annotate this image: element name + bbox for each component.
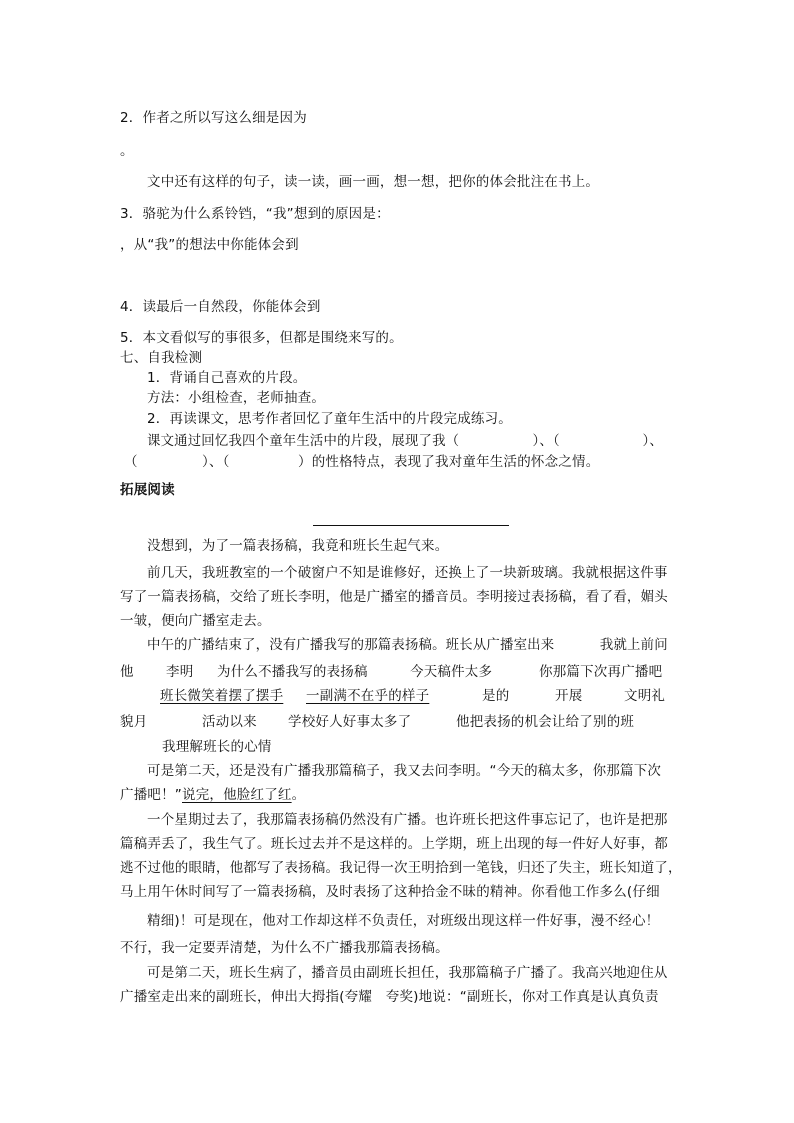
- p3-line2-seg-0: 他: [120, 664, 134, 680]
- paragraph-2-line-3: 一皱，便向广播室走去。: [120, 613, 271, 629]
- paragraph-5-line-5: 精细)！可是现在，他对工作却这样不负责任，对班级出现这样一件好事，漫不经心！: [147, 913, 660, 929]
- p3-line4-seg-1: 活动以来: [202, 714, 257, 730]
- p3-line4-seg-0: 貌月: [120, 714, 148, 730]
- self-check-method: 方法：小组检查，老师抽查。: [147, 390, 326, 406]
- p3-line3-seg-1: 开展: [555, 688, 583, 704]
- p4-line2-part-a: 广播吧！”: [120, 787, 182, 803]
- p3-line4-seg-2: 学校好人好事太多了: [288, 714, 412, 730]
- p3-line1-part-a: 中午的广播结束了，没有广播我写的那篇表扬稿。班长从广播室出来: [147, 637, 555, 653]
- paragraph-2-line-2: 写了一篇表扬稿，交给了班长李明，他是广播室的播音员。李明接过表扬稿，看了看，媚头: [120, 589, 668, 605]
- p3-line3-seg-0: 是的: [482, 688, 510, 704]
- paragraph-5-line-4: 马上用午休时间写了一篇表扬稿，及时表扬了这种拾金不昧的精神。你看他工作多么(仔细: [120, 884, 660, 900]
- p3-line2-seg-4: 你那篇下次再广播吧: [539, 664, 663, 680]
- p3-line4-seg-3: 他把表扬的机会让给了别的班: [456, 714, 635, 730]
- p3-line2-seg-2: 为什么不播我写的表扬稿: [217, 664, 368, 680]
- fill-text-e: ）、（: [202, 454, 230, 470]
- title-blank-line: [313, 525, 509, 526]
- paragraph-5-line-6: 不行，我一定要弄清楚，为什么不广播我那篇表扬稿。: [120, 940, 449, 956]
- fill-text-d: （: [124, 454, 138, 470]
- paragraph-1: 没想到，为了一篇表扬稿，我竟和班长生起气来。: [147, 538, 449, 554]
- paragraph-6-line-1: 可是第二天，班长生病了，播音员由副班长担任，我那篇稿子广播了。我高兴地迎住从: [147, 965, 668, 981]
- self-check-item-1: 1．背诵自己喜欢的片段。: [147, 370, 307, 386]
- paragraph-4-line-1: 可是第二天，还是没有广播我那篇稿子，我又去问李明。“今天的稿太多，你那篇下次: [147, 763, 662, 779]
- paragraph-5-line-2: 篇稿弄丢了，我生气了。班长过去并不是这样的。上学期，班上出现的每一件好人好事，都: [120, 836, 668, 852]
- fill-text-b: ）、（: [532, 433, 560, 449]
- fill-text-f: ）的性格特点，表现了我对童年生活的怀念之情。: [298, 454, 600, 470]
- paragraph-5-line-1: 一个星期过去了，我那篇表扬稿仍然没有广播。也许班长把这件事忘记了，也许是把那: [147, 812, 668, 828]
- paragraph-2-line-1: 前几天，我班教室的一个破窗户不知是谁修好，还换上了一块新玻璃。我就根据这件事: [147, 565, 668, 581]
- question-2-note: 文中还有这样的句子，读一读，画一画，想一想，把你的体会批注在书上。: [147, 174, 600, 190]
- paragraph-3-line-5: 我理解班长的心情: [162, 739, 272, 755]
- section-7-heading: 七、自我检测: [120, 350, 203, 366]
- p3-line1-part-b: 我就上前问: [599, 637, 668, 653]
- p3-line2-seg-1: 李明: [166, 664, 194, 680]
- question-3-continued: ，从“我”的想法中你能体会到: [120, 237, 299, 253]
- question-2: 2．作者之所以写这么细是因为: [120, 110, 307, 126]
- p3-line3-seg-2: 文明礼: [624, 688, 666, 704]
- paragraph-6-line-2: 广播室走出来的副班长，伸出大拇指(夸耀 夸奖)地说：“副班长，你对工作真是认真负责: [120, 989, 659, 1005]
- paragraph-5-line-3: 逃不过他的眼睛，他都写了表扬稿。我记得一次王明拾到一笔钱，归还了失主，班长知道了，: [120, 860, 682, 876]
- extended-reading-title: 拓展阅读: [120, 482, 175, 498]
- self-check-item-2: 2．再读课文，思考作者回忆了童年生活中的片段完成练习。: [147, 411, 512, 427]
- question-4: 4．读最后一自然段，你能体会到: [120, 299, 321, 315]
- question-3: 3．骆驼为什么系铃铛，“我”想到的原因是：: [120, 206, 390, 222]
- question-2-end: 。: [120, 143, 134, 159]
- fill-text-c: ）、: [642, 433, 663, 449]
- p3-line2-seg-3: 今天稿件太多: [410, 664, 493, 680]
- question-5: 5．本文看似写的事很多，但都是围绕来写的。: [120, 330, 403, 346]
- paragraph-4-line-2: [120, 785, 305, 805]
- p4-line2-underlined: 说完，他脸红了红: [182, 787, 292, 803]
- p3-line3-underlined-2: 一副满不在乎的样子: [306, 688, 430, 704]
- fill-text-a: 课文通过回忆我四个童年生活中的片段，展现了我（: [147, 433, 460, 449]
- p3-line3-underlined-1: 班长微笑着摆了摆手: [160, 688, 284, 704]
- p4-line2-part-b: 。: [291, 787, 306, 803]
